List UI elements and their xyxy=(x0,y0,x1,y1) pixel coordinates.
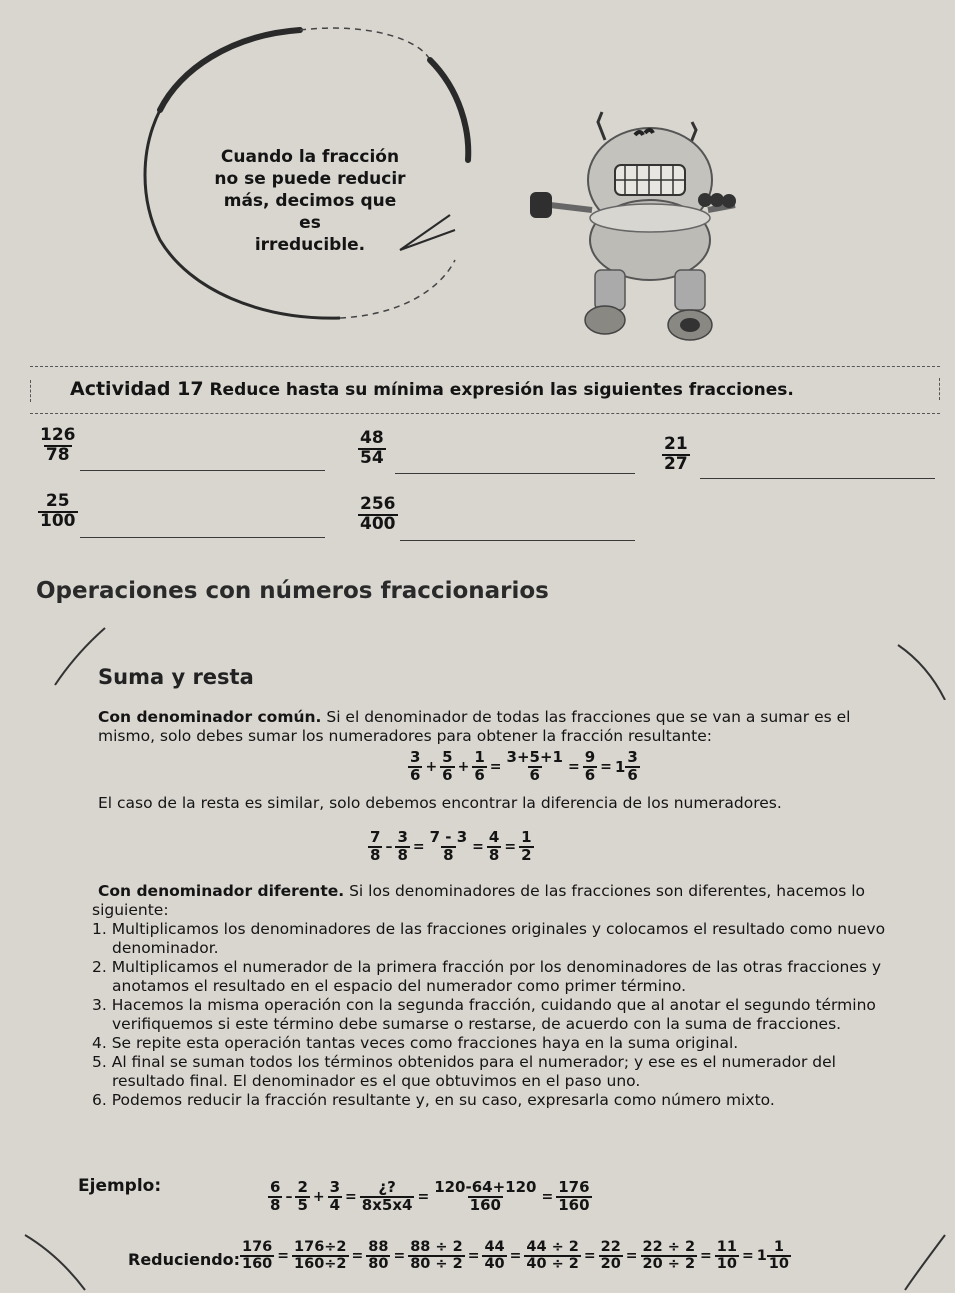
answer-line-3[interactable] xyxy=(700,478,935,479)
sum-fraction-1: $\frac{3}{6}$ xyxy=(410,748,421,784)
different-text-2: siguiente: xyxy=(92,901,169,919)
subtraction-equation: $\frac{7}{8}$ – $\frac{3}{8}$ = $\frac{7 - 3}{8}$ = $\frac{4}{8}$ = $\frac{1}{2}$ xyxy=(370,828,532,864)
reducing-whole: 1 xyxy=(756,1248,767,1265)
different-text-1: Si los denominadores de las fracciones son diferentes, hacemos lo xyxy=(344,882,866,900)
answer-line-4[interactable] xyxy=(80,537,325,538)
example-fraction-2: $\frac{2}{5}$ xyxy=(297,1178,308,1214)
answer-line-5[interactable] xyxy=(400,540,635,541)
reducing-fraction-1: $\frac{176}{160}$ xyxy=(242,1239,273,1273)
sub-fraction-1: $\frac{7}{8}$ xyxy=(370,828,381,864)
sub-fraction-3: $\frac{7 - 3}{8}$ xyxy=(429,828,468,864)
sub-fraction-5: $\frac{1}{2}$ xyxy=(521,828,532,864)
example-label: Ejemplo: xyxy=(78,1176,162,1196)
bubble-line-2: no se puede reducir xyxy=(214,169,406,190)
different-label: Con denominador diferente. xyxy=(98,882,345,900)
reducing-fraction-8: $\frac{22 \div 2}{20 \div 2}$ xyxy=(642,1239,696,1273)
bubble-line-3: más, decimos que es xyxy=(223,191,397,234)
example-fraction-5: $\frac{120-64+120}{160}$ xyxy=(434,1178,537,1214)
example-fraction-6: $\frac{176}{160}$ xyxy=(558,1178,590,1214)
reducing-label: Reduciendo: xyxy=(128,1250,241,1269)
answer-line-2[interactable] xyxy=(395,473,635,474)
reducing-fraction-2: $\frac{176\div 2}{160\div 2}$ xyxy=(294,1239,347,1273)
activity-fraction-1: $\frac{126}{78}$ xyxy=(40,425,76,465)
reducing-fraction-7: $\frac{22}{20}$ xyxy=(600,1239,621,1273)
reducing-fraction-3: $\frac{88}{80}$ xyxy=(368,1239,389,1273)
step-1: 1. Multiplicamos los denominadores de las fracciones originales y colocamos el resultado como nuevo denominador. xyxy=(92,920,886,957)
reducing-equation: $\frac{176}{160}$ = $\frac{176\div 2}{160\div 2}$ = $\frac{88}{80}$ = $\frac{88 \div 2}{80 \div 2}$ = $\frac{44}{40}$ = $\frac{44 \div 2}{40 \div 2}$ = $\frac{22}{20}$ = $\frac{22 \div 2}{20 \div 2}$ = $\frac{11}{10}$ = 1 $\frac{1}{10}$ xyxy=(242,1239,789,1273)
sum-fraction-4: $\frac{3+5+1}{6}$ xyxy=(506,748,563,784)
sum-equation: $\frac{3}{6}$ + $\frac{5}{6}$ + $\frac{1}{6}$ = $\frac{3+5+1}{6}$ = $\frac{9}{6}$ = 1 $\frac{3}{6}$ xyxy=(410,748,638,784)
reducing-fraction-9: $\frac{11}{10}$ xyxy=(716,1239,737,1273)
reducing-fraction-4: $\frac{88 \div 2}{80 \div 2}$ xyxy=(410,1239,463,1273)
step-6: 6. Podemos reducir la fracción resultante y, en su caso, expresarla como número mixto. xyxy=(92,1091,775,1109)
sub-fraction-4: $\frac{4}{8}$ xyxy=(488,828,500,864)
sum-fraction-2: $\frac{5}{6}$ xyxy=(442,748,453,784)
activity-fraction-3: $\frac{21}{27}$ xyxy=(664,434,688,474)
example-fraction-1: $\frac{6}{8}$ xyxy=(270,1178,281,1214)
example-equation: $\frac{6}{8}$ – $\frac{2}{5}$ + $\frac{3}{4}$ = $\frac{¿?}{8x5x4}$ = $\frac{120-64+120}{160}$ = $\frac{176}{160}$ xyxy=(270,1178,590,1214)
step-4: 4. Se repite esta operación tantas veces como fracciones haya en la suma original. xyxy=(92,1034,739,1052)
section-title: Operaciones con números fraccionarios xyxy=(36,578,549,604)
step-2: 2. Multiplicamos el numerador de la primera fracción por los denominadores de las otras fracciones y anotamos el resultado en el espacio del numerador como primer término. xyxy=(92,958,882,995)
sum-whole: 1 xyxy=(614,757,626,776)
different-denominator-paragraph xyxy=(92,882,902,1110)
sum-fraction-5: $\frac{9}{6}$ xyxy=(584,748,596,784)
common-text-1: Si el denominador de todas las fracciones que se van a sumar es el xyxy=(321,708,851,726)
reducing-fraction-6: $\frac{44 \div 2}{40 \div 2}$ xyxy=(526,1239,579,1273)
activity-fraction-2: $\frac{48}{54}$ xyxy=(360,428,384,468)
speech-bubble-outline xyxy=(0,0,955,360)
robot-illustration xyxy=(510,100,750,350)
activity-fraction-5: $\frac{256}{400}$ xyxy=(360,494,396,534)
activity-box-left-edge xyxy=(30,380,31,402)
bubble-text xyxy=(210,146,410,256)
sum-fraction-6: $\frac{3}{6}$ xyxy=(627,748,638,784)
activity-fraction-4: $\frac{25}{100}$ xyxy=(40,491,76,531)
example-fraction-3: $\frac{3}{4}$ xyxy=(329,1178,341,1214)
activity-heading xyxy=(70,378,794,400)
step-5: 5. Al final se suman todos los términos obtenidos para el numerador; y ese es el numerador del resultado final. El denominador es el que obtuvimos en el paso uno. xyxy=(92,1053,836,1090)
step-3: 3. Hacemos la misma operación con la segunda fracción, cuidando que al anotar el segundo término verifiquemos si este término debe sumarse o restarse, de acuerdo con la suma de fracciones. xyxy=(92,996,876,1033)
reducing-fraction-5: $\frac{44}{40}$ xyxy=(484,1239,505,1273)
steps-list xyxy=(92,920,902,1110)
bubble-line-4: irreducible. xyxy=(254,235,366,256)
common-denominator-paragraph xyxy=(98,708,898,746)
activity-instruction: Reduce hasta su mínima expresión las siguientes fracciones. xyxy=(209,380,794,400)
activity-box-right-edge xyxy=(939,378,940,400)
common-text-2: mismo, solo debes sumar los numeradores para obtener la fracción resultante: xyxy=(98,727,712,745)
subtraction-text: El caso de la resta es similar, solo debemos encontrar la diferencia de los numeradores. xyxy=(98,794,782,812)
sum-fraction-3: $\frac{1}{6}$ xyxy=(474,748,485,784)
subsection-title: Suma y resta xyxy=(98,665,254,689)
activity-label: Actividad 17 xyxy=(70,378,204,400)
bubble-line-1: Cuando la fracción xyxy=(220,147,400,167)
answer-line-1[interactable] xyxy=(80,470,325,471)
reducing-fraction-10: $\frac{1}{10}$ xyxy=(768,1239,789,1273)
common-label: Con denominador común. xyxy=(98,708,322,726)
example-fraction-4: $\frac{¿?}{8x5x4}$ xyxy=(361,1178,413,1214)
sub-fraction-2: $\frac{3}{8}$ xyxy=(397,828,408,864)
